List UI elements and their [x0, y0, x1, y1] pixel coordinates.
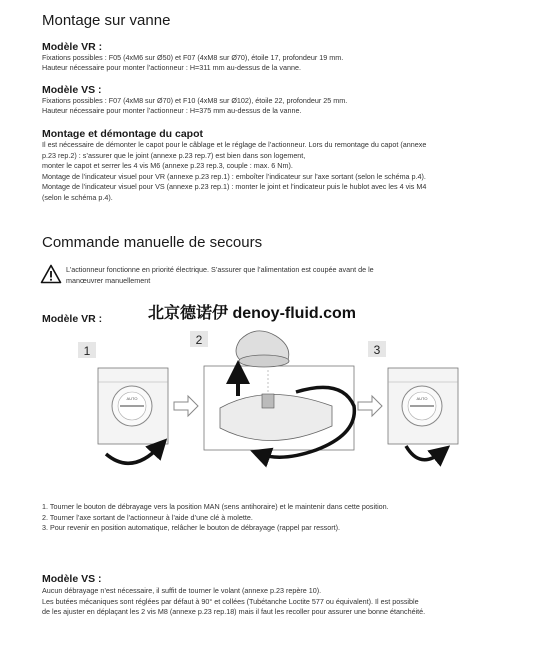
vs-line: de les ajuster en déplaçant les 2 vis M8 (annexe p.23 rep.18) mais il faut les recoller pour assurer une bonne étanchéité.: [42, 607, 426, 616]
capot-line: (selon le schéma p.4).: [42, 192, 113, 202]
section-title-montage: Montage sur vanne: [42, 12, 171, 29]
vs-manual-paragraph: [42, 586, 425, 618]
heading-vs-manual: Modèle VS :: [42, 573, 102, 585]
step-2-label: [190, 331, 208, 347]
vs-line: Les butées mécaniques sont réglées par défaut à 90° et collées (Tubétanche Loctite 577 ou équivalent). Il est possible: [42, 596, 419, 606]
capot-line: Montage de l’indicateur visuel pour VS (annexe p.23 rep.1) : monter le joint et l’indicateur puis le hublot avec les 4 vis M4: [42, 182, 427, 191]
capot-line: monter le capot et serrer les 4 vis M6 (annexe p.23 rep.3, couple : max. 6 Nm).: [42, 161, 293, 170]
capot-line: Montage de l’indicateur visuel pour VR (annexe p.23 rep.1) : emboîter l’indicateur sur l’axe sortant (selon le schéma p.4).: [42, 171, 426, 181]
heading-modele-vs: Modèle VS :: [42, 84, 102, 96]
rotate-return-arrow-icon: [406, 446, 442, 460]
capot-line: Il est nécessaire de démonter le capot pour le câblage et le réglage de l’actionneur. Lors du remontage du capot (annexe: [42, 140, 427, 149]
vr-hauteur-text: Hauteur nécessaire pour monter l’actionneur : H=311 mm au-dessus de la vanne.: [42, 63, 301, 72]
arrow-right-icon: [174, 396, 198, 416]
step-item: 1. Tourner le bouton de débrayage vers la position MAN (sens antihoraire) et le maintenir dans cette position.: [42, 502, 389, 511]
svg-text:1: 1: [83, 344, 91, 358]
vs-hauteur-text: Hauteur nécessaire pour monter l’actionneur : H=375 mm au-dessus de la vanne.: [42, 106, 302, 115]
svg-text:2: 2: [195, 333, 203, 347]
capot-paragraph: [42, 140, 502, 203]
vs-fixations-text: Fixations possibles : F07 (4xM8 sur Ø70) et F10 (4xM8 sur Ø102), étoile 22, profondeur 25 mm.: [42, 96, 348, 105]
heading-modele-vr: Modèle VR :: [42, 41, 103, 53]
step-1-label: [78, 342, 96, 358]
watermark-text: 北京德诺伊 denoy-fluid.com: [148, 305, 357, 322]
svg-text:3: 3: [373, 343, 381, 357]
rotate-ccw-arrow-icon: [106, 446, 160, 463]
svg-text:AUTO: AUTO: [416, 396, 428, 401]
warning-icon: [40, 264, 62, 284]
heading-capot: Montage et démontage du capot: [42, 128, 204, 140]
vs-line: Aucun débrayage n’est nécessaire, il suffit de tourner le volant (annexe p.23 repère 10).: [42, 586, 322, 595]
step-item: 3. Pour revenir en position automatique, relâcher le bouton de débrayage (rappel par ressort).: [42, 523, 341, 532]
warning-text-line1: L’actionneur fonctionne en priorité électrique. S’assurer que l’alimentation est coupée avant de le: [66, 265, 374, 274]
manual-override-figure: [70, 330, 470, 480]
section-title-commande-manuelle: Commande manuelle de secours: [42, 234, 263, 251]
heading-vr-manual: Modèle VR :: [42, 313, 103, 325]
steps-list: [42, 502, 389, 534]
step-3-label: [368, 341, 386, 357]
capot-line: p.23 rep.2) : s’assurer que le joint (annexe p.23 rep.7) est bien dans son logement,: [42, 150, 306, 160]
warning-text-line2: manœuvrer manuellement: [66, 276, 151, 285]
actuator-exploded-view: [204, 331, 354, 450]
svg-text:AUTO: AUTO: [126, 396, 138, 401]
actuator-front-view-right: [388, 368, 458, 444]
arrow-right-icon: [358, 396, 382, 416]
step-item: 2. Tourner l’axe sortant de l’actionneur à l’aide d’une clé à molette.: [42, 512, 253, 522]
actuator-front-view-left: [98, 368, 168, 444]
vr-fixations-text: Fixations possibles : F05 (4xM6 sur Ø50) et F07 (4xM8 sur Ø70), étoile 17, profondeur 19 mm.: [42, 53, 344, 62]
